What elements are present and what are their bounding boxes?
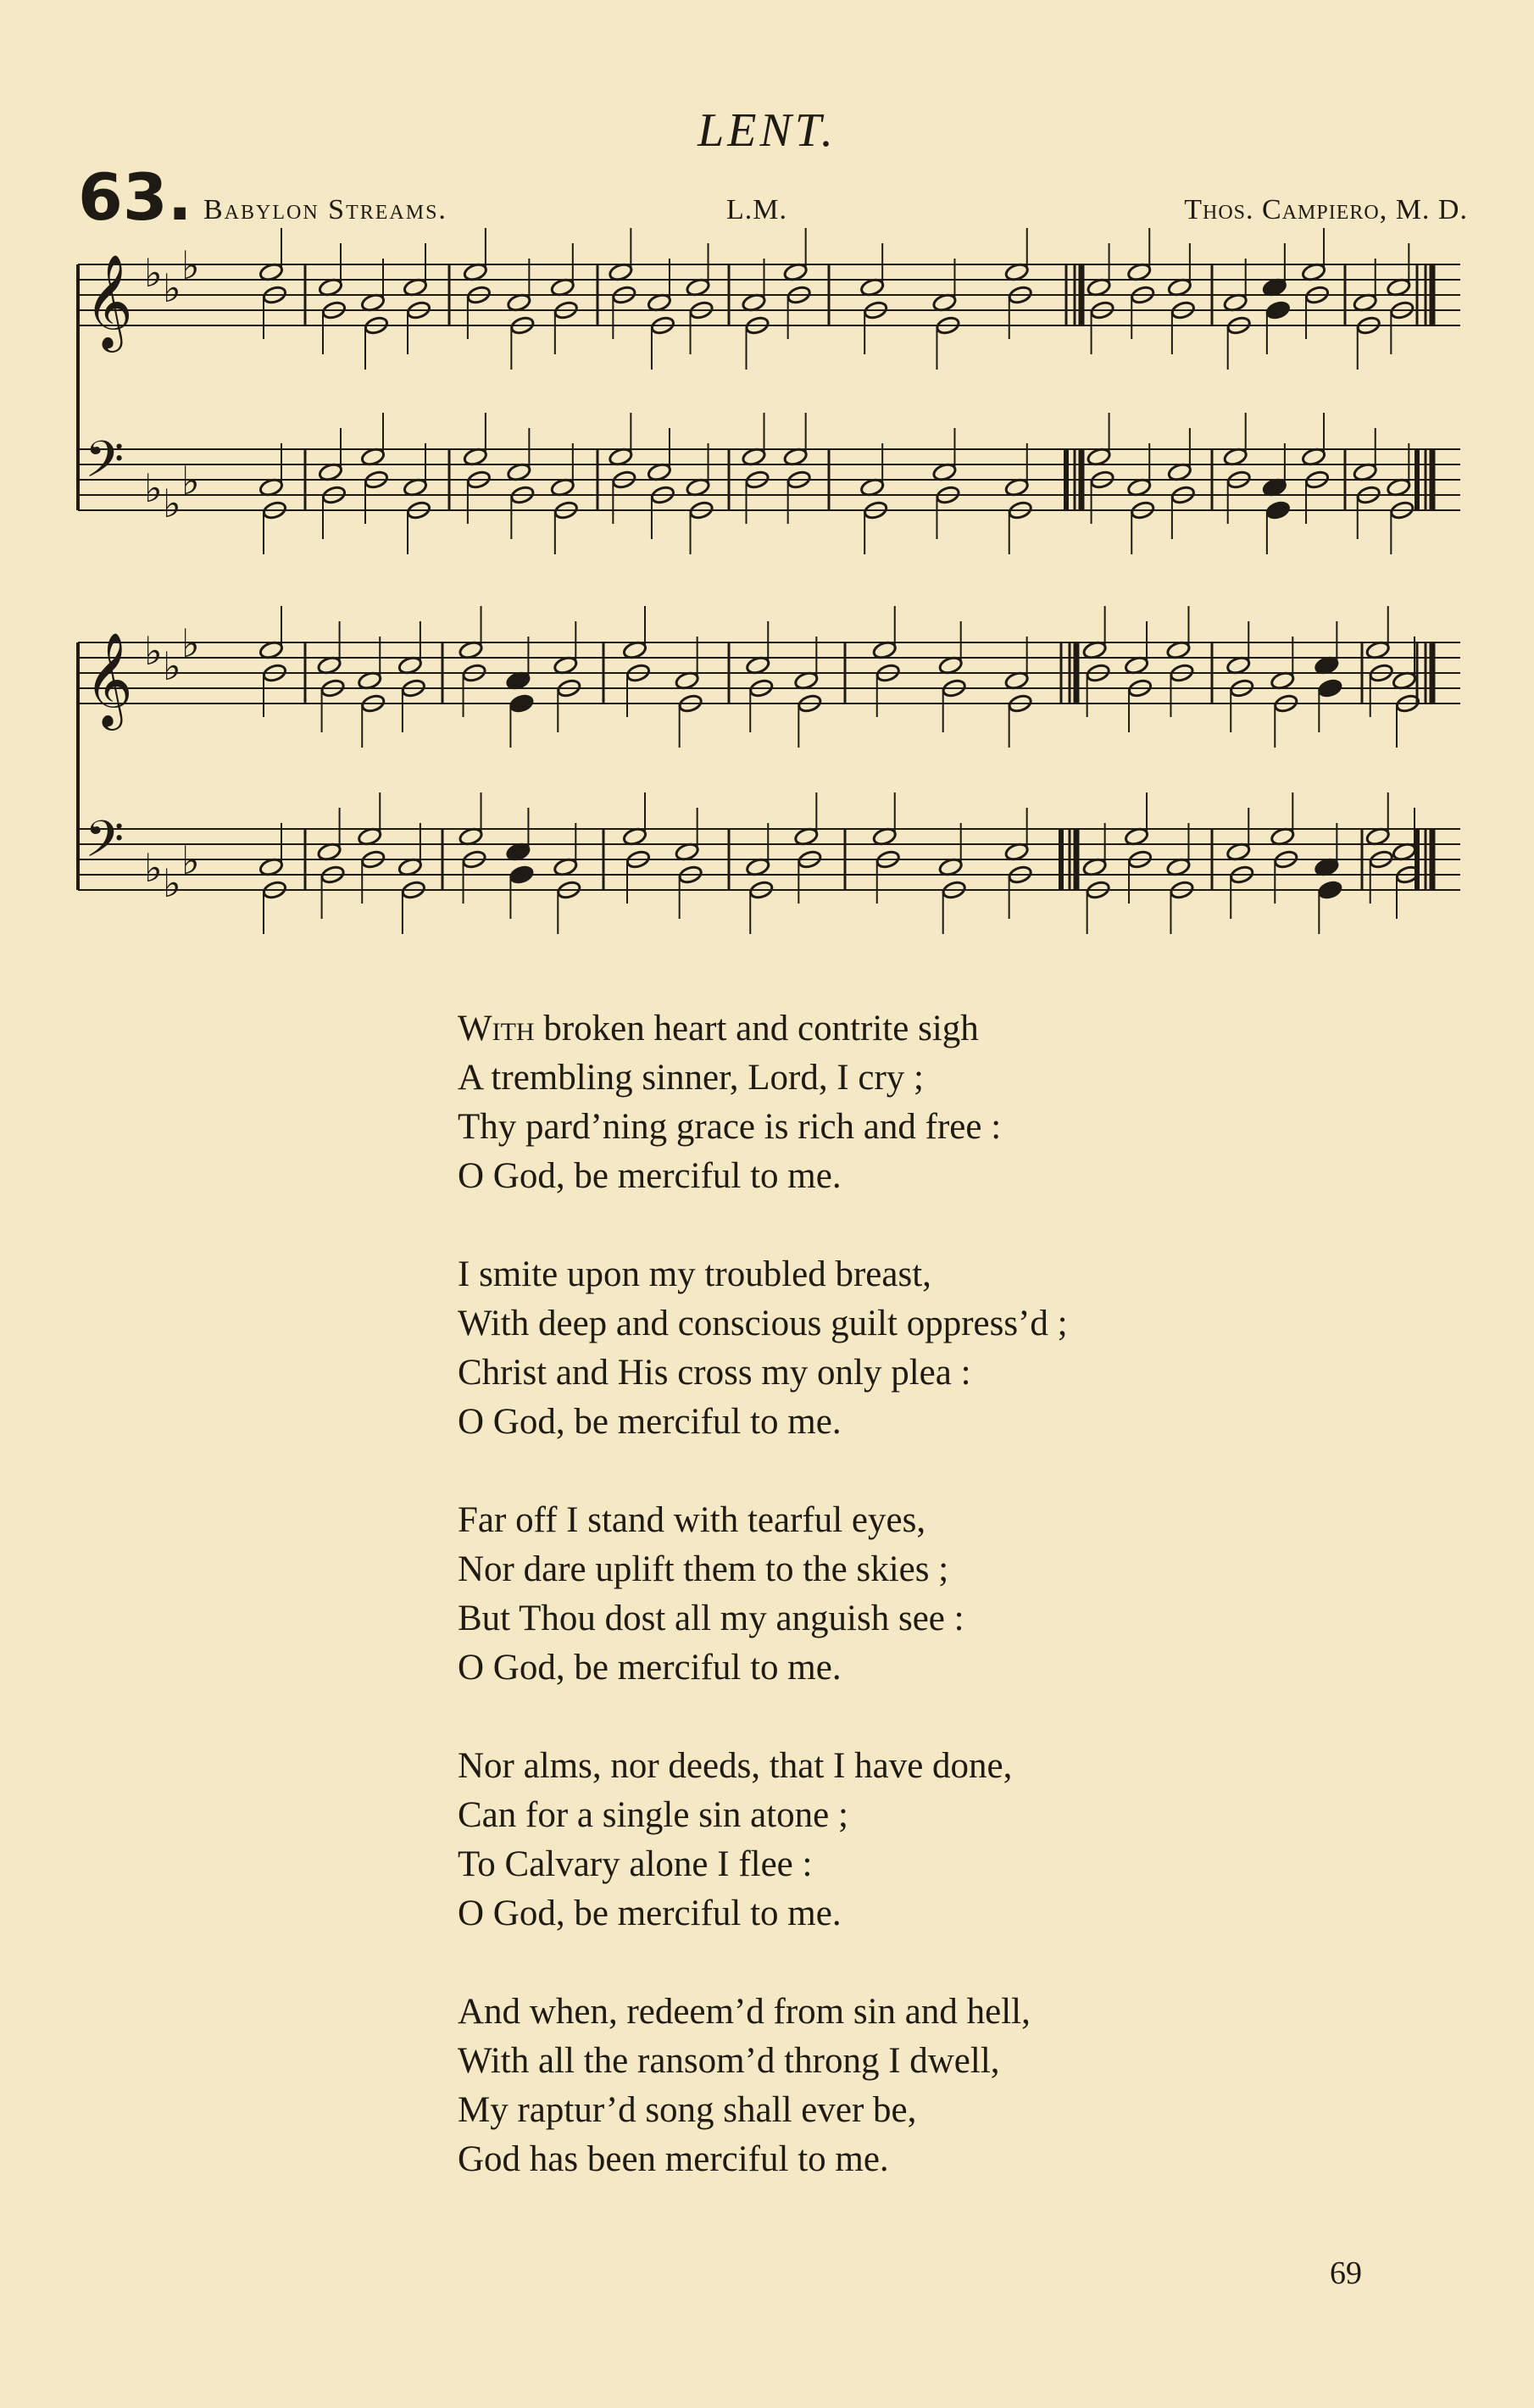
flat-icon: ♭ — [144, 845, 163, 891]
flat-icon: ♭ — [181, 620, 200, 666]
flat-icon: ♭ — [163, 643, 181, 689]
flat-icon: ♭ — [163, 265, 181, 311]
note-head — [509, 693, 534, 714]
verses — [458, 1004, 1390, 2233]
verse-line: My raptur’d song shall ever be, — [458, 2090, 917, 2130]
composer: Thos. Campiero, M. D. — [1184, 194, 1468, 225]
tune-name: Babylon Streams. — [203, 194, 447, 225]
verse-line: I smite upon my troubled breast, — [458, 1254, 931, 1294]
note-head — [1317, 678, 1342, 698]
flat-icon: ♭ — [163, 481, 181, 526]
verse-3 — [458, 1496, 1390, 1693]
hymn-number: 63. — [78, 159, 192, 235]
verse-line: O God, be merciful to me. — [458, 1894, 842, 1933]
verse-2 — [458, 1250, 1390, 1447]
verse-line: Thy pard’ning grace is rich and free : — [458, 1107, 1002, 1147]
verse-5 — [458, 1988, 1390, 2184]
verse-line: But Thou dost all my anguish see : — [458, 1599, 964, 1638]
bass-clef-icon: 𝄢 — [85, 430, 125, 501]
treble-clef-icon: 𝄞 — [85, 631, 133, 726]
note-head — [1317, 880, 1342, 900]
verse-line: And when, redeem’d from sin and hell, — [458, 1992, 1031, 2032]
verse-line: With all the ransom’d throng I dwell, — [458, 2041, 1000, 2081]
music-notation — [0, 0, 1534, 949]
flat-icon: ♭ — [181, 458, 200, 503]
verse-line: Far off I stand with tearful eyes, — [458, 1500, 926, 1540]
verse-line: Nor dare uplift them to the skies ; — [458, 1549, 949, 1589]
note-head — [1265, 500, 1291, 520]
note-head — [1265, 300, 1291, 320]
flat-icon: ♭ — [144, 465, 163, 511]
verse-line: To Calvary alone I flee : — [458, 1844, 813, 1884]
page-number: 69 — [1330, 2255, 1362, 2291]
verse-line: O God, be merciful to me. — [458, 1648, 842, 1688]
meter: L.M. — [726, 194, 787, 225]
flat-icon: ♭ — [163, 860, 181, 906]
verse-line: With broken heart and contrite sigh — [458, 1009, 979, 1048]
treble-clef-icon: 𝄞 — [85, 253, 133, 348]
verse-line: Can for a single sin atone ; — [458, 1795, 848, 1835]
verse-line: God has been merciful to me. — [458, 2139, 889, 2179]
flat-icon: ♭ — [181, 837, 200, 883]
flat-icon: ♭ — [144, 628, 163, 674]
verse-1 — [458, 1004, 1390, 1201]
verse-line: A trembling sinner, Lord, I cry ; — [458, 1058, 924, 1098]
verse-line: Nor alms, nor deeds, that I have done, — [458, 1746, 1013, 1786]
flat-icon: ♭ — [144, 250, 163, 296]
verse-line: With deep and conscious guilt oppress’d ; — [458, 1304, 1068, 1343]
bass-clef-icon: 𝄢 — [85, 809, 125, 881]
section-title: LENT. — [698, 104, 836, 157]
verse-line: O God, be merciful to me. — [458, 1402, 842, 1442]
verse-line: Christ and His cross my only plea : — [458, 1353, 971, 1393]
verse-4 — [458, 1742, 1390, 1938]
note-head — [509, 865, 534, 885]
flat-icon: ♭ — [181, 242, 200, 288]
verse-line: O God, be merciful to me. — [458, 1156, 842, 1196]
